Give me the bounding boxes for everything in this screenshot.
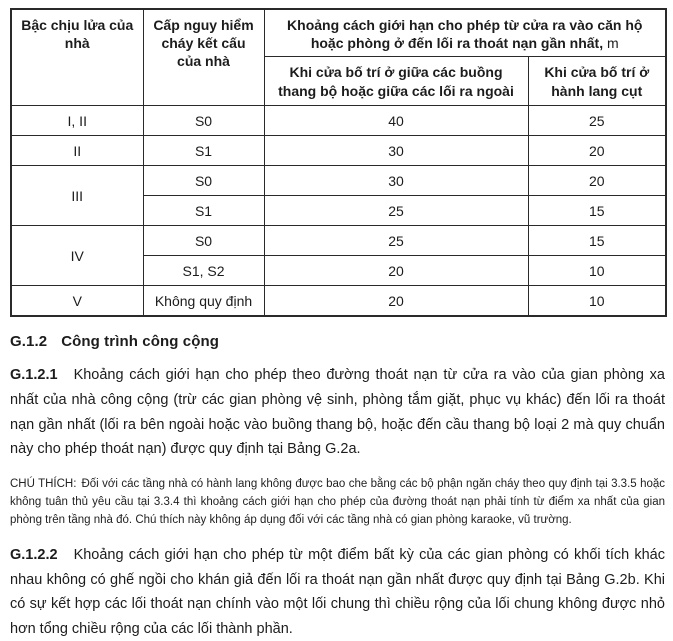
cell-distance-stairs: 30 [264, 166, 528, 196]
header-row-top [11, 9, 666, 57]
section-title: Công trình công cộng [61, 333, 219, 351]
cell-distance-dead-end: 20 [528, 166, 666, 196]
cell-distance-dead-end: 10 [528, 286, 666, 317]
header-fire-resistance: Bậc chịu lửa của nhà [11, 9, 143, 106]
cell-fire-resistance: III [11, 166, 143, 226]
header-distance-unit: m [607, 35, 619, 52]
note-block [10, 476, 665, 529]
cell-fire-resistance: I, II [11, 106, 143, 136]
header-structural-fire-class: Cấp nguy hiểm cháy kết cấu của nhà [143, 9, 264, 106]
table-row [11, 166, 666, 196]
table-row [11, 106, 666, 136]
cell-structural-class: S0 [143, 106, 264, 136]
header-sub-dead-end: Khi cửa bố trí ở hành lang cụt [528, 57, 666, 106]
paragraph-label: G.1.2.2 [10, 546, 58, 563]
cell-distance-stairs: 20 [264, 256, 528, 286]
table-body [11, 106, 666, 317]
header-sub-between-stairs: Khi cửa bố trí ở giữa các buồng thang bộ hoặc giữa các lối ra ngoài [264, 57, 528, 106]
cell-structural-class: S1 [143, 196, 264, 226]
cell-distance-stairs: 40 [264, 106, 528, 136]
table-row [11, 226, 666, 256]
table-header [11, 9, 666, 106]
paragraph-label: G.1.2.1 [10, 367, 58, 384]
cell-fire-resistance: V [11, 286, 143, 317]
section-number: G.1.2 [10, 333, 48, 351]
cell-distance-stairs: 20 [264, 286, 528, 317]
paragraph-g122 [10, 543, 665, 641]
cell-distance-dead-end: 15 [528, 226, 666, 256]
cell-distance-stairs: 25 [264, 196, 528, 226]
cell-structural-class: Không quy định [143, 286, 264, 317]
cell-structural-class: S0 [143, 166, 264, 196]
escape-distance-table [10, 8, 667, 317]
note-text: Đối với các tầng nhà có hành lang không được bao che bằng các bộ phận ngăn cháy theo quy định tại 3.3.5 hoặc không tuân thủ yêu cầu tại 3.3.4 thì khoảng cách giới hạn cho phép của đường thoát nạn phải tính từ điểm xa nhất của gian phòng trên tầng nhà đó. Chú thích này không áp dụng đối với các tầng nhà có gian phòng karaoke, vũ trường. [10, 478, 666, 527]
paragraph-g121 [10, 363, 665, 462]
cell-fire-resistance: II [11, 136, 143, 166]
section-heading-g12 [10, 333, 665, 350]
cell-distance-stairs: 25 [264, 226, 528, 256]
cell-structural-class: S1, S2 [143, 256, 264, 286]
cell-structural-class: S1 [143, 136, 264, 166]
paragraph-text: Khoảng cách giới hạn cho phép từ một điểm bất kỳ của các gian phòng có khối tích khác nhau không có ghế ngồi cho khán giả đến lối ra thoát nạn gần nhất được quy định tại Bảng G.2b. Khi có sự kết hợp các lối thoát nạn chính vào một lối chung thì chiều rộng của lối chung không được nhỏ hơn tổng chiều rộng của các lối thành phần. [10, 546, 665, 637]
header-distance-span [264, 9, 666, 57]
header-distance-span-text: Khoảng cách giới hạn cho phép từ cửa ra vào căn hộ hoặc phòng ở đến lối ra thoát nạn gần nhất, [287, 17, 643, 52]
cell-distance-dead-end: 15 [528, 196, 666, 226]
note-label: CHÚ THÍCH: [10, 478, 77, 491]
table-row [11, 286, 666, 317]
cell-distance-dead-end: 20 [528, 136, 666, 166]
cell-fire-resistance: IV [11, 226, 143, 286]
cell-distance-stairs: 30 [264, 136, 528, 166]
cell-distance-dead-end: 10 [528, 256, 666, 286]
cell-distance-dead-end: 25 [528, 106, 666, 136]
cell-structural-class: S0 [143, 226, 264, 256]
paragraph-text: Khoảng cách giới hạn cho phép theo đường thoát nạn từ cửa ra vào của gian phòng xa nhất của nhà công cộng (trừ các gian phòng vệ sinh, phòng tắm giặt, phục vụ khác) đến lối ra thoát nạn gần nhất (lối ra bên ngoài hoặc vào buồng thang bộ, hoặc đến cầu thang bộ loại 2 mà quy chuẩn này cho phép thoát nạn) được quy định tại Bảng G.2a. [10, 367, 665, 458]
table-row [11, 136, 666, 166]
